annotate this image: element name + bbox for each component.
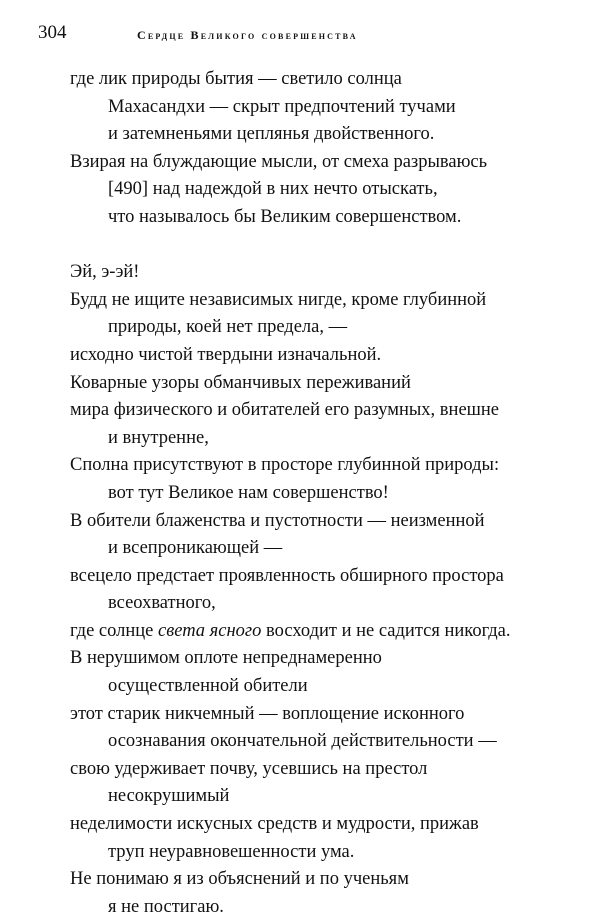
verse-line: и внутренне, <box>108 427 209 448</box>
page-number: 304 <box>38 22 67 43</box>
stanza-break <box>70 232 590 260</box>
verse-line: и затемненьями цеплянья двойственного. <box>108 124 435 145</box>
verse-line: этот старик никчемный — воплощение исконного <box>70 703 465 724</box>
verse-line: В нерушимом оплоте непреднамеренно <box>70 648 382 669</box>
verse-line: неделимости искусных средств и мудрости, прижав <box>70 814 479 835</box>
verse-line: я не постигаю. <box>108 896 224 917</box>
line-text: восходит и не садится никогда. <box>261 620 511 641</box>
verse-line: несокрушимый <box>108 786 230 807</box>
line-text: где солнце <box>70 620 159 641</box>
verse-line: осознавания окончательной действительности — <box>108 731 497 752</box>
verse-line: Эй, э-эй! <box>70 262 140 283</box>
verse-line: всеохватного, <box>108 593 216 614</box>
verse-line: исходно чистой твердыни изначальной. <box>70 344 382 365</box>
verse-line <box>70 618 590 646</box>
verse-line: свою удерживает почву, усевшись на престол <box>70 758 428 779</box>
verse-body <box>70 66 590 921</box>
verse-line: всецело предстает проявленность обширного простора <box>70 565 504 586</box>
verse-line: осуществленной обители <box>108 676 308 697</box>
verse-line: труп неуравновешенности ума. <box>108 841 355 862</box>
verse-line: Сполна присутствуют в просторе глубинной природы: <box>70 455 500 476</box>
italic-phrase: света ясного <box>158 620 262 641</box>
verse-line: вот тут Великое нам совершенство! <box>108 482 389 503</box>
verse-line: что называлось бы Великим совершенством. <box>108 206 462 227</box>
verse-line: В обители блаженства и пустотности — неизменной <box>70 510 485 531</box>
verse-line: Не понимаю я из объяснений и по ученьям <box>70 869 409 890</box>
verse-line: Коварные узоры обманчивых переживаний <box>70 372 411 393</box>
verse-line: природы, коей нет предела, — <box>108 317 348 338</box>
verse-line: Махасандхи — скрыт предпочтений тучами <box>108 96 456 117</box>
verse-line: мира физического и обитателей его разумных, внешне <box>70 400 500 421</box>
verse-line: Взирая на блуждающие мысли, от смеха разрываюсь <box>70 151 488 172</box>
running-head: Сердце Великого совершенства <box>137 28 358 42</box>
verse-line: и всепроникающей — <box>108 538 283 559</box>
verse-line: [490] над надеждой в них нечто отыскать, <box>108 179 438 200</box>
verse-line: где лик природы бытия — светило солнца <box>70 69 402 89</box>
verse-line: Будд не ищите независимых нигде, кроме глубинной <box>70 289 487 310</box>
